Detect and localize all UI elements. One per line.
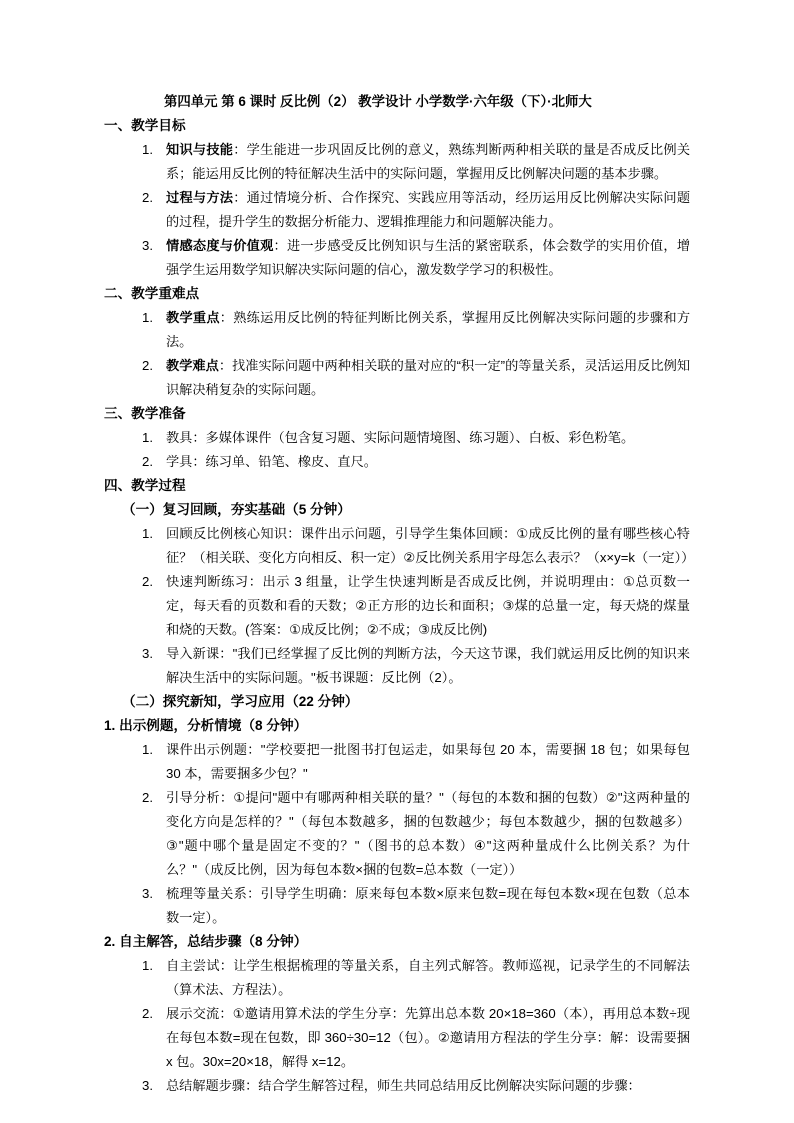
list-teaching-objectives [104, 138, 690, 282]
list-item: 自主尝试：让学生根据梳理的等量关系，自主列式解答。教师巡视，记录学生的不同解法（算术法、方程法）。 [166, 958, 690, 997]
page-title: 第四单元 第 6 课时 反比例（2） 教学设计 小学数学·六年级（下）·北师大 [164, 94, 592, 109]
list-part-one-review [104, 522, 695, 690]
list-item: 快速判断练习：出示 3 组量，让学生快速判断是否成反比例，并说明理由：①总页数一定，每天看的页数和看的天数；②正方形的边长和面积；③煤的总量一定，每天烧的煤量和烧的天数。(答案：①成反比例；②不成；③成反比例) [166, 574, 690, 637]
list-item: 教具：多媒体课件（包含复习题、实际问题情境图、练习题）、白板、彩色粉笔。 [166, 430, 635, 445]
list-item: 总结解题步骤：结合学生解答过程，师生共同总结用反比例解决实际问题的步骤： [166, 1078, 641, 1093]
heading-key-and-difficult-points: 二、教学重难点 [104, 286, 200, 301]
list-item: 课件出示例题："学校要把一批图书打包运走，如果每包 20 本，需要捆 18 包；如果每包 30 本，需要捆多少包？" [166, 742, 690, 781]
list-step-1-present-example [104, 738, 690, 930]
list-key-and-difficult-points [104, 306, 690, 402]
list-item-text: ：找准实际问题中两种相关联的量对应的“积一定”的等量关系，灵活运用反比例知识解决稍复杂的实际问题。 [166, 358, 691, 397]
heading-step-1-present-example: 1. 出示例题，分析情境（8 分钟） [104, 718, 308, 733]
list-item-text: ：进一步感受反比例知识与生活的紧密联系，体会数学的实用价值，增强学生运用数学知识解决实际问题的信心，激发数学学习的积极性。 [166, 238, 691, 277]
list-item-lead: 教学难点 [166, 358, 219, 373]
list-item [166, 234, 690, 282]
list-item-lead: 情感态度与价值观 [166, 238, 274, 253]
heading-part-two-explore: （二）探究新知，学习应用（22 分钟） [122, 694, 359, 709]
list-item [166, 306, 690, 354]
list-item: 引导分析：①提问"题中有哪两种相关联的量？"（每包的本数和捆的包数）②"这两种量的变化方向是怎样的？"（每包本数越多，捆的包数越少；每包本数越少，捆的包数越多）③"题中哪个量是固定不变的？"（图书的总本数）④"这两种量成什么比例关系？为什么？"（成反比例，因为每包本数×捆的包数=总本数（一定）） [166, 790, 690, 877]
list-item-text: ：通过情境分析、合作探究、实践应用等活动，经历运用反比例解决实际问题的过程，提升学生的数据分析能力、逻辑推理能力和问题解决能力。 [166, 190, 691, 229]
list-item-text: ：熟练运用反比例的特征判断比例关系，掌握用反比例解决实际问题的步骤和方法。 [166, 310, 691, 349]
list-item-lead: 教学重点 [166, 310, 220, 325]
list-item-text: ：学生能进一步巩固反比例的意义，熟练判断两种相关联的量是否成反比例关系；能运用反比例的特征解决生活中的实际问题，掌握用反比例解决问题的基本步骤。 [166, 142, 691, 181]
list-item: 展示交流：①邀请用算术法的学生分享：先算出总本数 20×18=360（本），再用总本数÷现在每包本数=现在包数，即 360÷30=12（包）。②邀请用方程法的学生分享：解：设需要捆 x 包。30x=20×18，解得 x=12。 [166, 1006, 690, 1069]
list-item: 回顾反比例核心知识：课件出示问题，引导学生集体回顾：①成反比例的量有哪些核心特征？（相关联、变化方向相反、积一定）②反比例关系用字母怎么表示？（x×y=k（一定）） [166, 526, 695, 565]
list-item-lead: 知识与技能 [166, 142, 234, 157]
heading-teaching-process: 四、教学过程 [104, 478, 186, 493]
heading-part-one-review: （一）复习回顾，夯实基础（5 分钟） [122, 502, 351, 517]
list-item: 梳理等量关系：引导学生明确：原来每包本数×原来包数=现在每包本数×现在包数（总本数一定）。 [166, 886, 690, 925]
document-body [104, 90, 695, 1098]
heading-teaching-objectives: 一、教学目标 [104, 118, 186, 133]
list-item [166, 354, 690, 402]
list-item: 学具：练习单、铅笔、橡皮、直尺。 [166, 454, 377, 469]
heading-step-2-solve-and-summarize: 2. 自主解答，总结步骤（8 分钟） [104, 934, 308, 949]
list-item: 导入新课："我们已经掌握了反比例的判断方法，今天这节课，我们就运用反比例的知识来解决生活中的实际问题。"板书课题：反比例（2）。 [166, 646, 690, 685]
list-teaching-preparation [104, 426, 690, 474]
heading-teaching-preparation: 三、教学准备 [104, 406, 186, 421]
list-step-2-solve-and-summarize [104, 954, 690, 1098]
list-item-lead: 过程与方法 [166, 190, 234, 205]
list-item [166, 138, 690, 186]
list-item [166, 186, 690, 234]
